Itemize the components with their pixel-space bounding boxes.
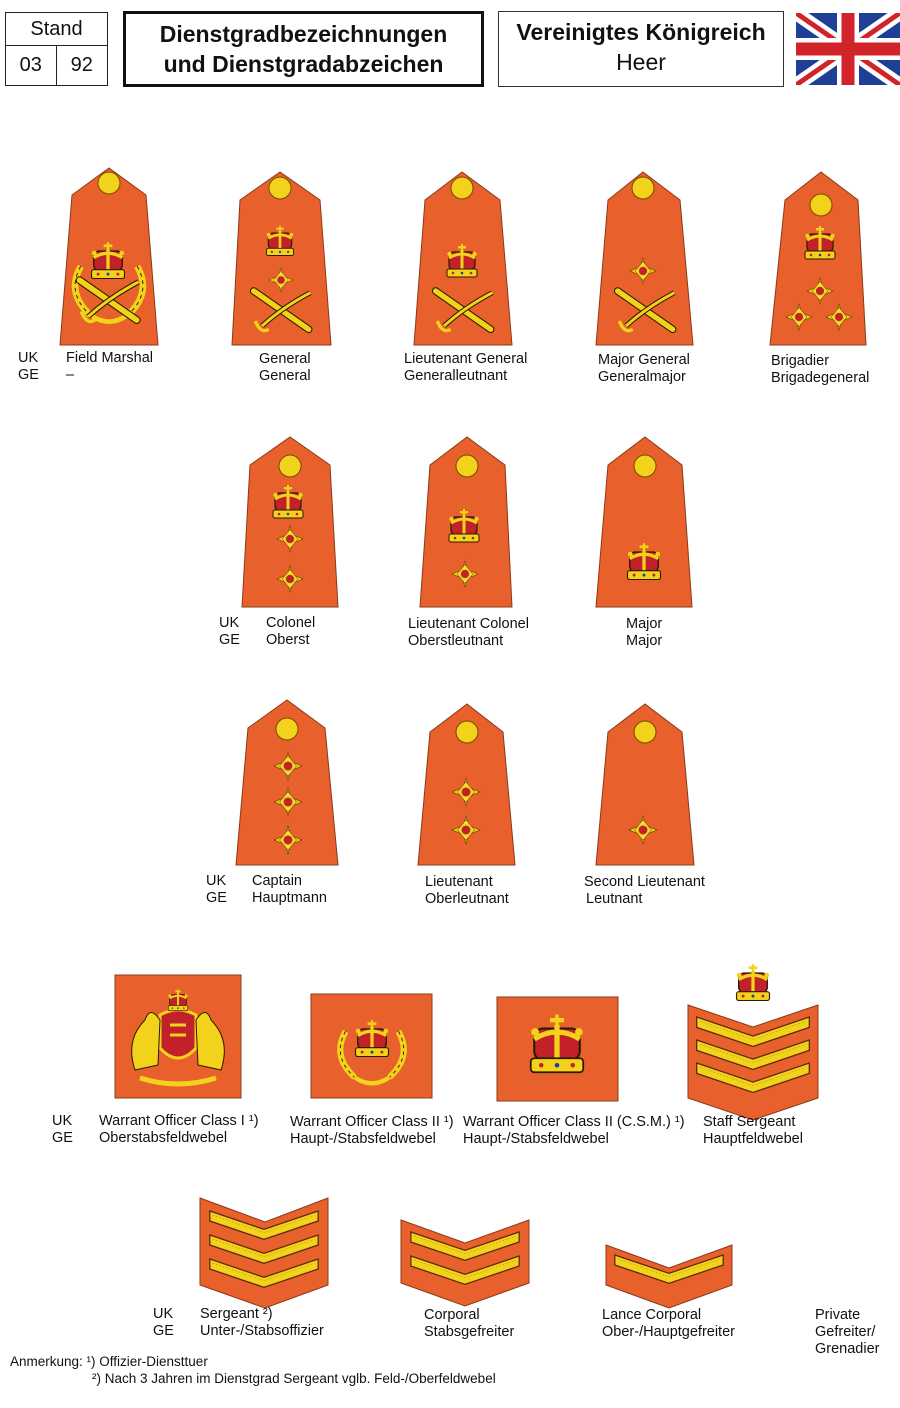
board-field-marshal [60,168,158,345]
rank-uk-field-marshal: Field Marshal [66,350,154,366]
rank-uk-brigadier: Brigadier [771,353,830,369]
title-line-1: Dienstgradbezeichnungen [159,21,448,47]
code-ge: GE [206,890,227,906]
rank-uk-captain: Captain [252,873,302,889]
rank-uk-corporal: Corporal [424,1307,480,1323]
rank-uk-lance-corporal: Lance Corporal [602,1307,702,1323]
board-second-lieutenant [596,704,694,865]
rank-ge-lieutenant: Oberleutnant [425,891,509,907]
code-uk: UK [219,615,240,631]
rank-uk-warrant-officer-2: Warrant Officer Class II ¹) [290,1114,454,1130]
rank-ge-general: General [259,368,311,384]
rank-ge-private-line-2: Grenadier [815,1341,880,1357]
rank-uk-sergeant: Sergeant ²) [200,1306,273,1322]
badge-staff-sergeant [688,964,818,1120]
badge-warrant-officer-class-2 [311,994,432,1098]
stand-label: Stand [6,13,107,46]
badge-corporal [401,1220,529,1306]
board-brigadier [770,172,866,345]
rank-ge-private-line-1: Gefreiter/ [815,1324,876,1340]
board-major-general [596,172,693,345]
rank-ge-warrant-officer-1: Oberstabsfeldwebel [99,1130,228,1146]
board-lieutenant-general [414,172,512,345]
rank-uk-lieutenant-colonel: Lieutenant Colonel [408,616,529,632]
board-lieutenant [418,704,515,865]
rank-ge-major-general: Generalmajor [598,369,686,385]
code-ge: GE [219,632,240,648]
code-ge: GE [18,367,39,383]
code-ge: GE [153,1323,174,1339]
rank-uk-private: Private [815,1307,861,1323]
rank-ge-corporal: Stabsgefreiter [424,1324,515,1340]
rank-ge-staff-sergeant: Hauptfeldwebel [703,1131,803,1147]
rank-uk-major-general: Major General [598,352,690,368]
footnote-1: Anmerkung: ¹) Offizier-Diensttuer [10,1354,208,1369]
badge-warrant-officer-class-1 [115,975,241,1098]
rank-ge-field-marshal: – [66,367,75,383]
stand-month: 03 [6,45,57,85]
code-uk: UK [18,350,39,366]
stand-year: 92 [70,54,93,76]
badge-lance-corporal [606,1245,732,1308]
rank-ge-captain: Hauptmann [252,890,327,906]
branch-name: Heer [616,49,666,75]
rank-ge-colonel: Oberst [266,632,310,648]
board-colonel [242,437,338,607]
rank-ge-major: Major [626,633,663,649]
footnote-2: ²) Nach 3 Jahren im Dienstgrad Sergeant vglb. Feld-/Oberfeldwebel [92,1371,496,1386]
code-uk: UK [52,1113,73,1129]
rank-uk-staff-sergeant: Staff Sergeant [703,1114,796,1130]
rank-ge-warrant-officer-2: Haupt-/Stabsfeldwebel [290,1131,436,1147]
board-lieutenant-colonel [420,437,512,607]
rank-uk-warrant-officer-2-csm: Warrant Officer Class II (C.S.M.) ¹) [463,1114,685,1130]
rank-ge-second-lieutenant: Leutnant [586,891,643,907]
rank-ge-lieutenant-general: Generalleutnant [404,368,508,384]
board-captain [236,700,338,865]
code-uk: UK [206,873,227,889]
board-major [596,437,692,607]
rank-uk-general: General [259,351,311,367]
rank-uk-second-lieutenant: Second Lieutenant [584,874,705,890]
rank-ge-lieutenant-colonel: Oberstleutnant [408,633,504,649]
rank-ge-brigadier: Brigadegeneral [771,370,870,386]
badge-sergeant [200,1198,328,1308]
country-name: Vereinigtes Königreich [516,19,766,45]
badge-warrant-officer-class-2-csm [497,997,618,1101]
rank-uk-lieutenant-general: Lieutenant General [404,351,528,367]
rank-ge-warrant-officer-2-csm: Haupt-/Stabsfeldwebel [463,1131,609,1147]
board-general [232,172,331,345]
title-line-2: und Dienstgradabzeichen [163,51,444,77]
code-ge: GE [52,1130,73,1146]
rank-ge-sergeant: Unter-/Stabsoffizier [200,1323,324,1339]
rank-uk-lieutenant: Lieutenant [425,874,493,890]
rank-uk-colonel: Colonel [266,615,316,631]
code-uk: UK [153,1306,174,1322]
rank-uk-warrant-officer-1: Warrant Officer Class I ¹) [99,1113,259,1129]
rank-uk-major: Major [626,616,663,632]
rank-ge-lance-corporal: Ober-/Hauptgefreiter [602,1324,735,1340]
